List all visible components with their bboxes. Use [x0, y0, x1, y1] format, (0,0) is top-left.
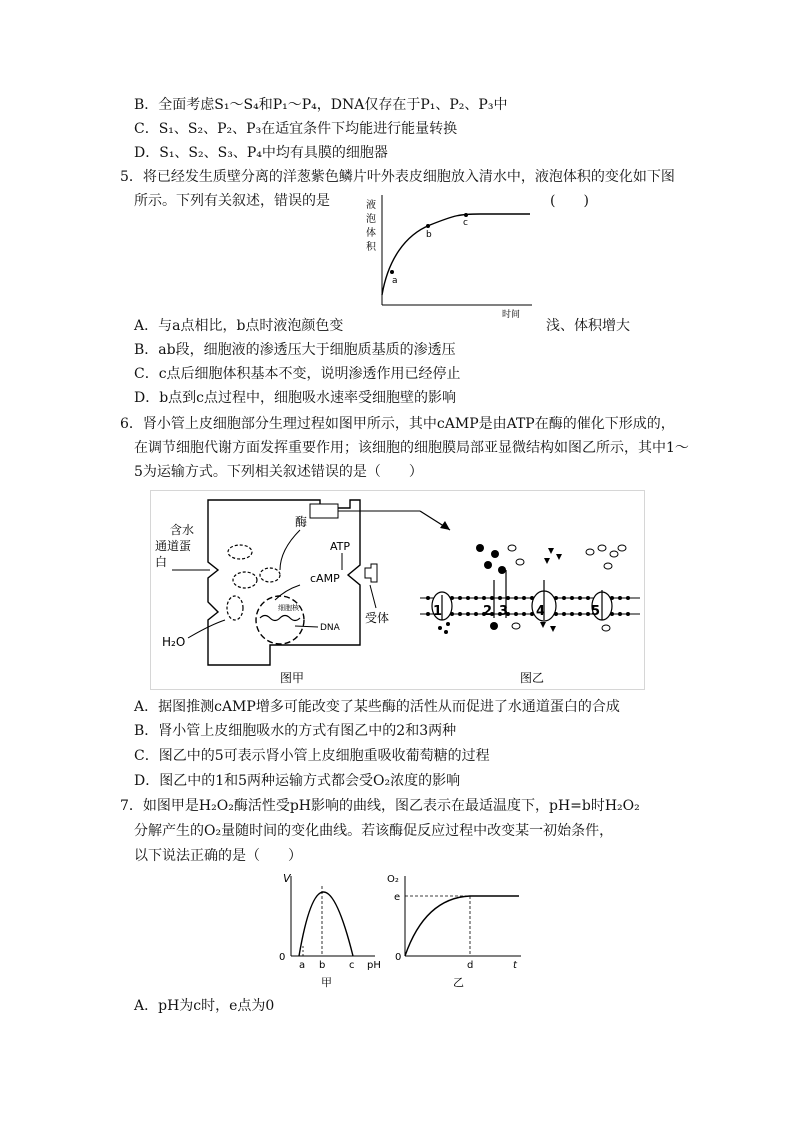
h2o-label: H₂O: [162, 635, 186, 649]
figure-kidney-cell: [150, 490, 645, 690]
option-a-q6: A．据图推测cAMP增多可能改变了某些酶的活性从而促进了水通道蛋白的合成: [134, 699, 620, 715]
transport-2: 2: [483, 604, 493, 619]
xlabel: 时间: [502, 310, 521, 320]
point-a: a: [392, 276, 398, 286]
d-label: d: [467, 960, 474, 971]
question-6-stem-2: 在调节细胞代谢方面发挥重要作用；该细胞的细胞膜局部亚显微结构如图乙所示，其中1～: [134, 440, 689, 456]
atp-label: ATP: [330, 540, 351, 553]
option-a-q5: A．与a点相比，b点时液泡颜色变: [134, 318, 344, 334]
option-b-q4: B．全面考虑S₁～S₄和P₁～P₄，DNA仅存在于P₁、P₂、P₃中: [134, 97, 508, 113]
tick-b: b: [319, 960, 326, 971]
ylabel-char: 体: [366, 228, 376, 239]
question-5-stem: 5．将已经发生质壁分离的洋葱紫色鳞片叶外表皮细胞放入清水中，液泡体积的变化如下图: [120, 169, 675, 185]
caption-figure-b: 图乙: [520, 671, 545, 685]
tick-a: a: [299, 960, 306, 971]
enzyme-label: 酶: [295, 515, 308, 529]
option-d-q6: D．图乙中的1和5两种运输方式都会受O₂浓度的影响: [134, 773, 461, 789]
origin-a: 0: [279, 952, 286, 963]
option-b-q6: B．肾小管上皮细胞吸水的方式有图乙中的2和3两种: [134, 723, 457, 739]
channel-label-3: 白: [155, 555, 168, 569]
channel-label-1: 含水: [170, 523, 195, 537]
option-c-q4: C．S₁、S₂、P₂、P₃在适宜条件下均能进行能量转换: [134, 121, 458, 137]
tick-c: c: [349, 960, 355, 971]
ylabel-char: 泡: [366, 214, 376, 225]
figure-enzyme-ph: [275, 868, 525, 993]
transport-3: 3: [499, 604, 509, 619]
option-a-q7: A．pH为c时，e点为0: [134, 998, 275, 1014]
point-b: b: [426, 230, 432, 240]
question-7-stem: 7．如图甲是H₂O₂酶活性受pH影响的曲线，图乙表示在最适温度下，pH=b时H₂O₂: [120, 798, 640, 814]
origin-b: 0: [395, 952, 402, 963]
o2-label: O₂: [387, 874, 399, 885]
point-c: c: [463, 218, 468, 228]
question-6-stem: 6．肾小管上皮细胞部分生理过程如图甲所示，其中cAMP是由ATP在酶的催化下形成的，: [120, 416, 675, 432]
transport-4: 4: [536, 604, 546, 619]
option-c-q6: C．图乙中的5可表示肾小管上皮细胞重吸收葡萄糖的过程: [134, 748, 490, 764]
option-c-q5: C．c点后细胞体积基本不变，说明渗透作用已经停止: [134, 366, 461, 382]
option-d-q5: D．b点到c点过程中，细胞吸水速率受细胞壁的影响: [134, 390, 457, 406]
t-label: t: [513, 960, 517, 971]
option-a-q5-cont: 浅、体积增大: [546, 318, 630, 334]
option-b-q5: B．ab段，细胞液的渗透压大于细胞质基质的渗透压: [134, 342, 456, 358]
caption-yi: 乙: [453, 976, 464, 989]
ph-label: pH: [367, 960, 381, 971]
dna-label: DNA: [320, 623, 340, 633]
question-5-stem-2: 所示。下列有关叙述，错误的是: [134, 193, 330, 209]
question-7-stem-2: 分解产生的O₂量随时间的变化曲线。若该酶促反应过程中改变某一初始条件，: [134, 823, 614, 839]
answer-paren: ( ): [550, 193, 589, 209]
ylabel-char: 液: [366, 200, 376, 211]
transport-1: 1: [433, 604, 443, 619]
question-6-stem-3: 5为运输方式。下列相关叙述错误的是（ ）: [134, 464, 423, 480]
transport-5: 5: [591, 604, 601, 619]
nucleus-label: 细胞核: [278, 604, 299, 612]
channel-label-2: 通道蛋: [155, 539, 192, 553]
question-7-stem-3: 以下说法正确的是（ ）: [134, 848, 302, 864]
v-label: V: [283, 872, 291, 885]
e-label: e: [394, 892, 401, 903]
figure-vacuole-volume: [360, 190, 550, 320]
camp-label: cAMP: [310, 572, 340, 585]
option-d-q4: D．S₁、S₂、S₃、P₄中均有具膜的细胞器: [134, 145, 388, 161]
receptor-label: 受体: [365, 611, 390, 625]
caption-figure-a: 图甲: [280, 671, 305, 685]
caption-jia: 甲: [321, 976, 332, 989]
ylabel-char: 积: [366, 242, 376, 253]
